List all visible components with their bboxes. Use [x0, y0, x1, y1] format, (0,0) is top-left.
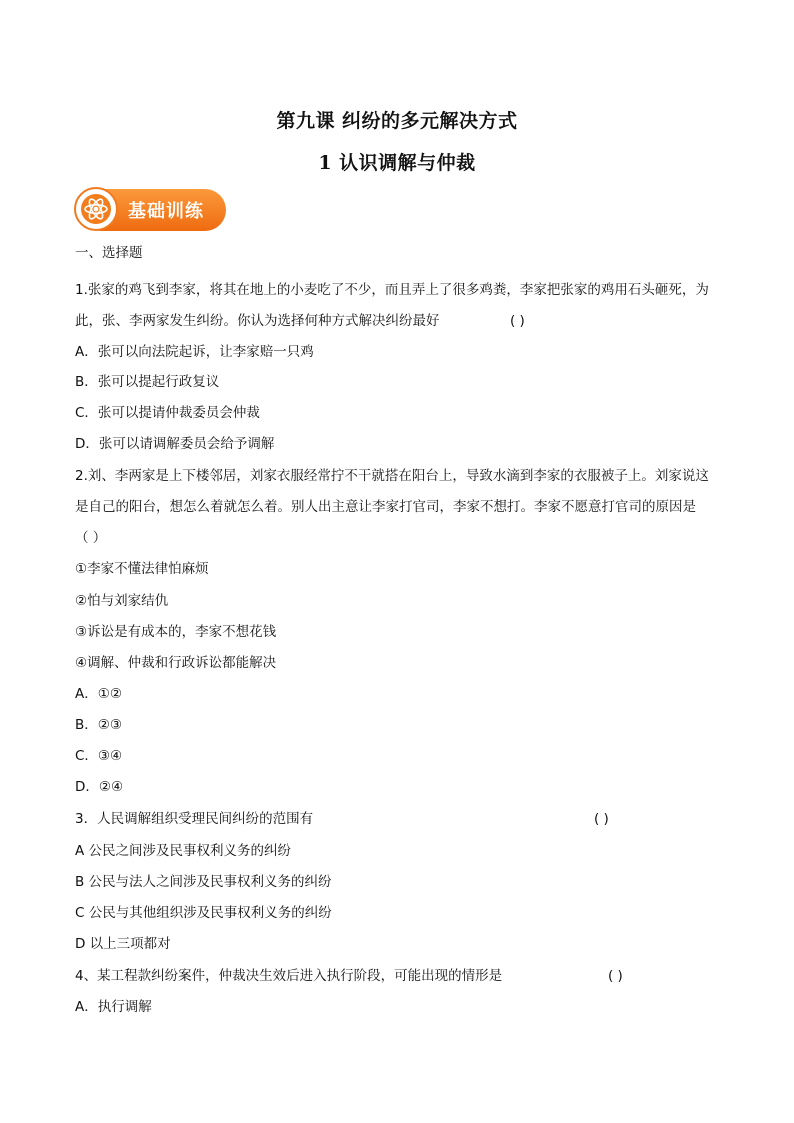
q2-stem-line-1: 2.刘、李两家是上下楼邻居，刘家衣服经常拧不干就搭在阳台上，导致水滴到李家的衣服被子上。刘家说这: [75, 468, 709, 484]
q1-stem-line-2: 此，张、李两家发生纠纷。你认为选择何种方式解决纠纷最好: [75, 313, 440, 329]
q2-statement-4: ④调解、仲裁和行政诉讼都能解决: [75, 655, 277, 671]
section-heading: 一、选择题: [75, 245, 143, 261]
q2-stem-line-2: 是自己的阳台，想怎么着就怎么着。别人出主意让李家打官司，李家不想打。李家不愿意打官司的原因是: [75, 499, 696, 515]
q2-answer-paren: （ ）: [75, 530, 107, 546]
q2-statement-1: ①李家不懂法律怕麻烦: [75, 561, 209, 577]
lesson-title: 第九课 纠纷的多元解决方式: [276, 110, 518, 132]
q2-statement-2: ②怕与刘家结仇: [75, 593, 169, 609]
q3-option-a: A 公民之间涉及民事权利义务的纠纷: [75, 843, 292, 859]
q1-stem-line-1: 1.张家的鸡飞到李家，将其在地上的小麦吃了不少，而且弄上了很多鸡粪，李家把张家的鸡用石头砸死，为: [75, 282, 709, 298]
q3-option-d: D 以上三项都对: [75, 936, 171, 952]
q2-option-a: A．①②: [75, 686, 122, 702]
q4-stem: 4、某工程款纠纷案件，仲裁决生效后进入执行阶段，可能出现的情形是: [75, 968, 503, 984]
q1-option-d: D．张可以请调解委员会给予调解: [75, 436, 275, 452]
atom-icon: [81, 194, 111, 224]
q2-option-c: C．③④: [75, 748, 123, 764]
section-title: 1 认识调解与仲裁: [318, 152, 476, 174]
q3-option-c: C 公民与其他组织涉及民事权利义务的纠纷: [75, 905, 332, 921]
q3-stem: 3．人民调解组织受理民间纠纷的范围有: [75, 811, 314, 827]
q2-statement-3: ③诉讼是有成本的，李家不想花钱: [75, 624, 277, 640]
q1-answer-paren: ( ): [510, 313, 525, 329]
q3-answer-paren: ( ): [594, 811, 609, 827]
q2-option-d: D．②④: [75, 779, 124, 795]
badge-icon-circle: [74, 187, 118, 231]
q1-option-b: B．张可以提起行政复议: [75, 374, 220, 390]
q1-option-a: A．张可以向法院起诉，让李家赔一只鸡: [75, 344, 314, 360]
q2-option-b: B．②③: [75, 717, 122, 733]
q4-answer-paren: ( ): [608, 968, 623, 984]
basic-training-badge: [74, 187, 228, 233]
q4-option-a: A．执行调解: [75, 999, 152, 1015]
q3-option-b: B 公民与法人之间涉及民事权利义务的纠纷: [75, 874, 332, 890]
badge-label: 基础训练: [128, 201, 204, 222]
q1-option-c: C．张可以提请仲裁委员会仲裁: [75, 405, 260, 421]
